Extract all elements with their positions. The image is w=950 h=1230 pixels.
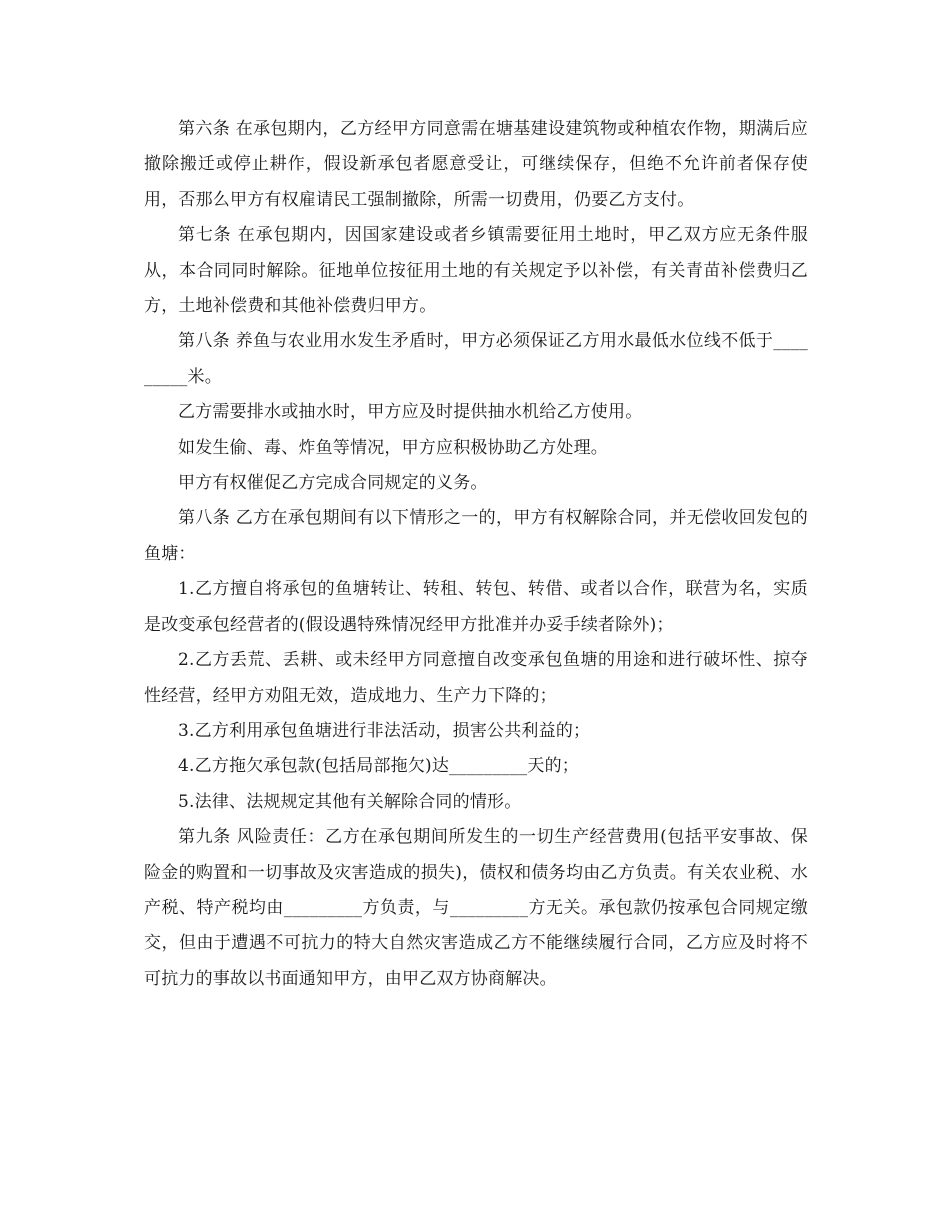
paragraph-article-9: 第九条 风险责任：乙方在承包期间所发生的一切生产经营费用(包括平安事故、保险金的购置和一切事故及灾害造成的损失)，债权和债务均由乙方负责。有关农业税、水产税、特产税均由_________方负责，与_________方无关。承包款仍按承包合同规定缴交，但由于遭遇不可抗力的特大自然灾害造成乙方不能继续履行合同，乙方应及时将不可抗力的事故以书面通知甲方，由甲乙双方协商解决。 [144,827,808,989]
list-item-termination-2: 2.乙方丢荒、丢耕、或未经甲方同意擅自改变承包鱼塘的用途和进行破坏性、掠夺性经营，经甲方劝阻无效，造成地力、生产力下降的； [144,650,808,706]
list-item-termination-1: 1.乙方擅自将承包的鱼塘转让、转租、转包、转借、或者以合作，联营为名，实质是改变承包经营者的(假设遇特殊情况经甲方批准并办妥手续者除外)； [144,579,808,635]
paragraph-pump-provision: 乙方需要排水或抽水时，甲方应及时提供抽水机给乙方使用。 [178,402,643,423]
paragraph-article-8-termination: 第八条 乙方在承包期间有以下情形之一的，甲方有权解除合同，并无偿收回发包的鱼塘： [144,508,808,564]
paragraph-theft-assistance: 如发生偷、毒、炸鱼等情况，甲方应积极协助乙方处理。 [178,437,608,458]
paragraph-article-8-water: 第八条 养鱼与农业用水发生矛盾时，甲方必须保证乙方用水最低水位线不低于_________米。 [144,331,808,387]
document-page [144,112,808,997]
paragraph-obligation-urging: 甲方有权催促乙方完成合同规定的义务。 [178,473,488,494]
list-item-termination-5: 5.法律、法规规定其他有关解除合同的情形。 [178,791,522,812]
list-item-termination-4: 4.乙方拖欠承包款(包括局部拖欠)达_________天的； [178,756,579,777]
paragraph-article-6: 第六条 在承包期内，乙方经甲方同意需在塘基建设建筑物或种植农作物，期满后应撤除搬迁或停止耕作，假设新承包者愿意受让，可继续保存，但绝不允许前者保存使用，否那么甲方有权雇请民工强制撤除，所需一切费用，仍要乙方支付。 [144,119,808,210]
list-item-termination-3: 3.乙方利用承包鱼塘进行非法活动，损害公共利益的； [178,720,591,741]
paragraph-article-7: 第七条 在承包期内，因国家建设或者乡镇需要征用土地时，甲乙双方应无条件服从，本合同同时解除。征地单位按征用土地的有关规定予以补偿，有关青苗补偿费归乙方，土地补偿费和其他补偿费归甲方。 [144,225,808,317]
